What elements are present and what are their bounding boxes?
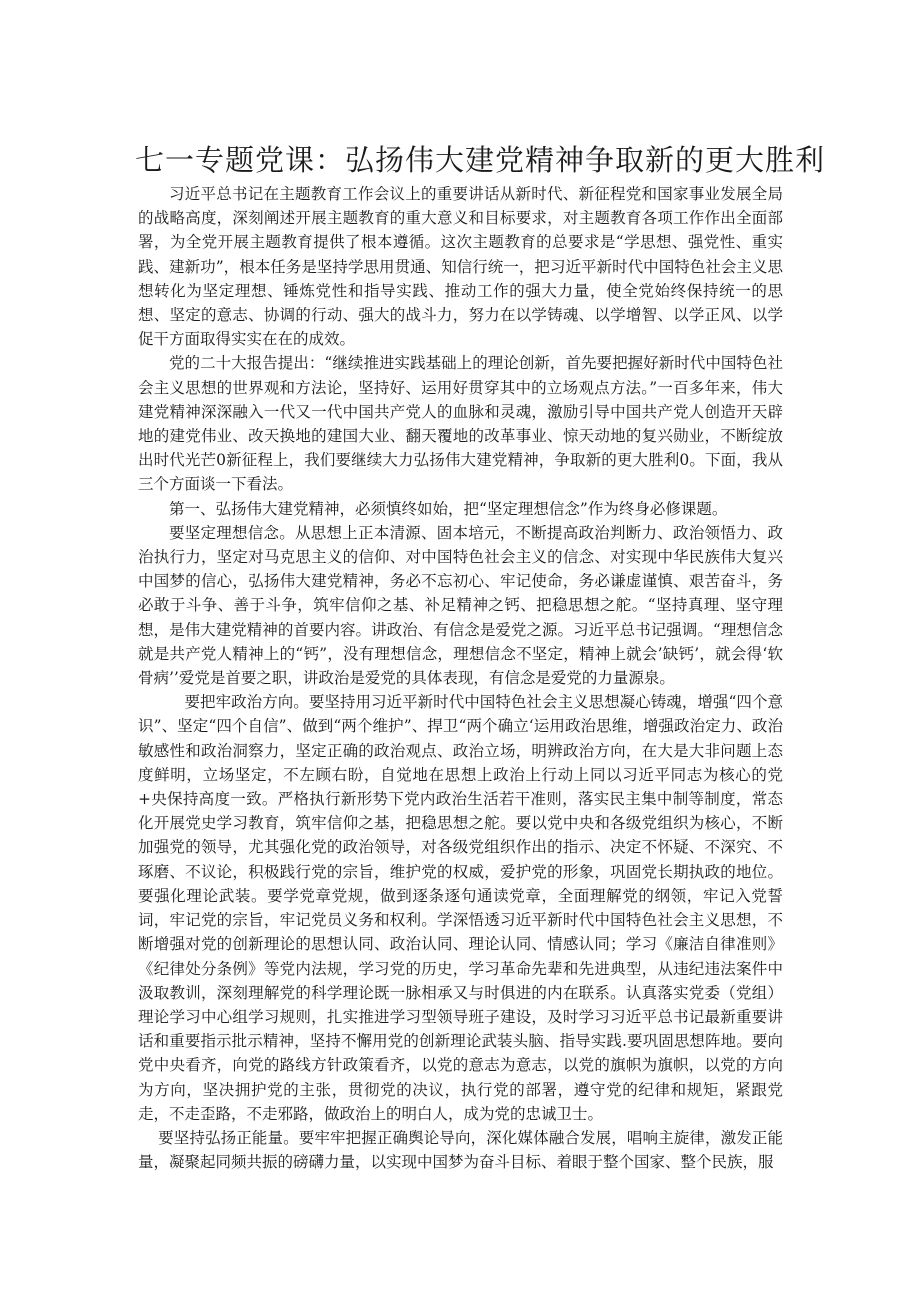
page-title: 七一专题党课：弘扬伟大建党精神争取新的更大胜利 <box>135 143 826 177</box>
document-body <box>138 182 783 1174</box>
paragraph-section-one-heading: 第一、弘扬伟大建党精神，必须慎终如始，把“坚定理想信念”作为终身必修课题。 <box>169 499 728 518</box>
paragraph-intro: 习近平总书记在主题教育工作会议上的重要讲话从新时代、新征程党和国家事业发展全局的战略高度，深刻阐述开展主题教育的重大意义和目标要求，对主题教育各项工作作出全面部署，为全党开展主题教育提供了根本遵循。这次主题教育的总要求是“学思想、强党性、重实践、建新功”，根本任务是坚持学思用贯通、知信行统一，把习近平新时代中国特色社会主义思想转化为坚定理想、锤炼党性和指导实践、推动工作的强大力量，使全党始终保持统一的思想、坚定的意志、协调的行动、强大的战斗力，努力在以学铸魂、以学增智、以学正风、以学促干方面取得实实在在的成效。 <box>138 185 783 349</box>
paragraph-political-direction: 要把牢政治方向。要坚持用习近平新时代中国特色社会主义思想凝心铸魂，增强“四个意识”、坚定“四个自信”、做到“两个维护”、捍卫“两个确立‘运用政治思维，增强政治定力、政治敏感性和政治洞察力，坚定正确的政治观点、政治立场，明辨政治方向，在大是大非问题上态度鲜明，立场坚定，不左顾右盼，自觉地在思想上政治上行动上同以习近平同志为核心的党+央保持高度一致。严格执行新形势下党内政治生活若干准则，落实民主集中制等制度，常态化开展党史学习教育，筑牢信仰之基，把稳思想之舵。要以党中央和各级党组织为核心，不断加强党的领导，尤其强化党的政治领导，对各级党组织作出的指示、决定不怀疑、不深究、不琢磨、不议论，积极践行党的宗旨，维护党的权威，爱护党的形象，巩固党长期执政的地位。要强化理论武装。要学党章党规，做到逐条逐句通读党章，全面理解党的纲领，牢记入党誓词，牢记党的宗旨，牢记党员义务和权利。学深悟透习近平新时代中国特色社会主义思想，不断增强对党的创新理论的思想认同、政治认同、理论认同、情感认同；学习《廉洁自律准则》《纪律处分条例》等党内法规，学习党的历史，学习革命先辈和先进典型，从违纪违法案件中汲取教训，深刻理解党的科学理论既一脉相承又与时俱进的内在联系。认真落实党委（党组）理论学习中心组学习规则，扎实推进学习型领导班子建设，及时学习习近平总书记最新重要讲话和重要指示批示精神，坚持不懈用党的创新理论武装头脑、指导实践.要巩固思想阵地。要向党中央看齐，向党的路线方针政策看齐，以党的意志为意志，以党的旗帜为旗帜，以党的方向为方向，坚决拥护党的主张，贯彻党的决议，执行党的部署，遵守党的纪律和规矩，紧跟党走，不走歪路，不走邪路，做政治上的明白人，成为党的忠诚卫士。 <box>138 693 783 1123</box>
paragraph-report: 党的二十大报告提出：“继续推进实践基础上的理论创新，首先要把握好新时代中国特色社会主义思想的世界观和方法论，坚持好、运用好贯穿其中的立场观点方法。”一百多年来，伟大建党精神深深融入一代又一代中国共产党人的血脉和灵魂，激励引导中国共产党人创造开天辟地的建党伟业、改天换地的建国大业、翻天覆地的改革事业、惊天动地的复兴勋业，不断绽放出时代光芒0新征程上，我们要继续大力弘扬伟大建党精神，争取新的更大胜利0。下面，我从三个方面谈一下看法。 <box>138 354 783 494</box>
paragraph-positive-energy: 要坚持弘扬正能量。要牢牢把握正确舆论导向，深化媒体融合发展，唱响主旋律，激发正能量，凝聚起同频共振的磅礴力量，以实现中国梦为奋斗目标、着眼于整个国家、整个民族，服 <box>138 1128 783 1172</box>
paragraph-ideals: 要坚定理想信念。从思想上正本清源、固本培元，不断提高政治判断力、政治领悟力、政治执行力，坚定对马克思主义的信仰、对中国特色社会主义的信念、对实现中华民族伟大复兴中国梦的信心，弘扬伟大建党精神，务必不忘初心、牢记使命，务必谦虚谨慎、艰苦奋斗，务必敢于斗争、善于斗争，筑牢信仰之基、补足精神之钙、把稳思想之舵。“坚持真理、坚守理想，是伟大建党精神的首要内容。讲政治、有信念是爱党之源。习近平总书记强调。“理想信念就是共产党人精神上的“钙”，没有理想信念，理想信念不坚定，精神上就会’缺钙’，就会得‘软骨病’’爱党是首要之职，讲政治是爱党的具体表现，有信念是爱党的力量源泉。 <box>138 523 783 688</box>
